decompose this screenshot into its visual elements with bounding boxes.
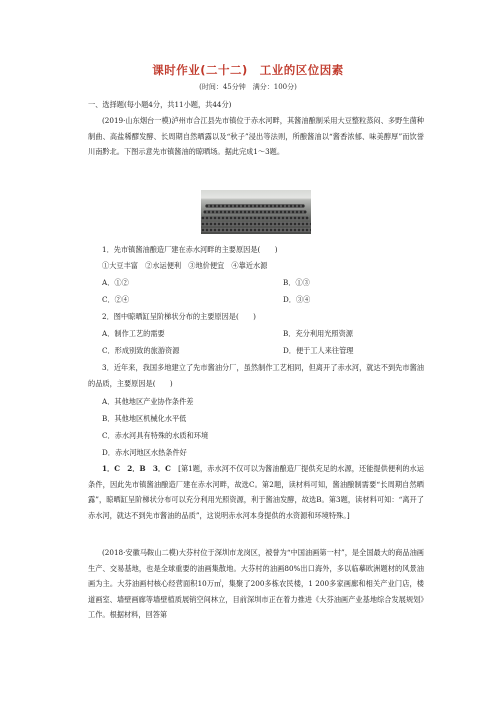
question-3-option-a: A．其他地区产业协作条件差 [102, 397, 194, 406]
material-intro: (2019·山东烟台一模)泸州市合江县先市镇位于赤水河畔，其酱油酿制采用大豆整粒蒸闷、多野生菌种制曲、高盐稀醪发酵、长周期自然晒露以及“秋子”浸出等法则，所酿酱油以“酱香浓郁、味美醇厚”而饮誉川南黔北。下图示意先市镇酱油的晾晒场。据此完成1～3题。 [88, 116, 424, 157]
question-2-option-d: D．便于工人来往管理 [283, 346, 354, 355]
question-3-stem: 3．近年来，我国多地建立了先市酱油分厂，虽然制作工艺相同，但离开了赤水河，就达不到先市酱油的品质，主要原因是( ) [88, 363, 424, 388]
question-3-option-d: D．赤水河地区水热条件好 [102, 448, 187, 457]
answer-keys: 1．C 2．B 3．C [102, 464, 171, 473]
next-material: (2018·安徽马鞍山二模)大芬村位于深圳市龙岗区，被誉为“中国油画第一村”，是全国最大的商品油画生产、交易基地，也是全球重要的油画集散地。大芬村的油画80%出口海外，多以临摹欧洲题材的风景油画为主。大芬油画村核心经营面积10万㎡，集聚了200多栋农民楼，1 200多家画廊和相关产业门店，楼道画室、墙壁画廊等墙壁植质展销空间林立，目前深圳市正在着力推进《大芬油画产业基地综合发展规划》工作。根据材料，回答第 [88, 548, 424, 620]
question-1-option-a: A．①② [102, 278, 129, 287]
question-1-choices: ①大豆丰富 ②水运便利 ③地价便宜 ④靠近水源 [102, 261, 268, 270]
question-2-option-a: A．制作工艺的需要 [102, 329, 165, 338]
question-2-option-c: C．形成别致的旅游资源 [102, 346, 180, 355]
answer-explanation [88, 461, 424, 523]
question-3-option-c: C．赤水河具有特殊的水质和环境 [102, 431, 209, 440]
question-3-option-b: B．其他地区机械化水平低 [102, 414, 187, 423]
question-1-option-d: D．③④ [283, 295, 311, 304]
page-subtitle: (时间：45分钟 满分：100分) [199, 83, 297, 91]
answer-text: [第1题，赤水河不仅可以为酱油酿造厂提供充足的水源，还能提供便利的水运条件，因此先市镇酱油酿造厂建在赤水河畔，故选C。第2题，读材料可知，酱油酿制需要“长周期自然晒露”，晾晒缸呈阶梯状分布可以充分利用光照资源，利于酱油发酵，故选B。第3题，读材料可知：“离开了赤水河，就达不到先市酱油的品质”，这说明赤水河本身提供的水资源和环境特殊。] [88, 464, 424, 520]
section-heading: 一、选择题(每小题4分，共11小题，共44分) [88, 100, 232, 109]
soy-sauce-drying-field-image [201, 190, 311, 234]
question-1-option-c: C．②④ [102, 295, 130, 304]
page-title: 课时作业(二十二) 工业的区位因素 [152, 63, 344, 77]
question-1-stem: 1．先市镇酱油酿造厂建在赤水河畔的主要原因是( ) [102, 245, 278, 254]
question-2-option-b: B．充分利用光照资源 [283, 329, 353, 338]
question-1-option-b: B．①③ [283, 278, 310, 287]
question-2-stem: 2．图中晾晒缸呈阶梯状分布的主要原因是( ) [102, 312, 256, 321]
